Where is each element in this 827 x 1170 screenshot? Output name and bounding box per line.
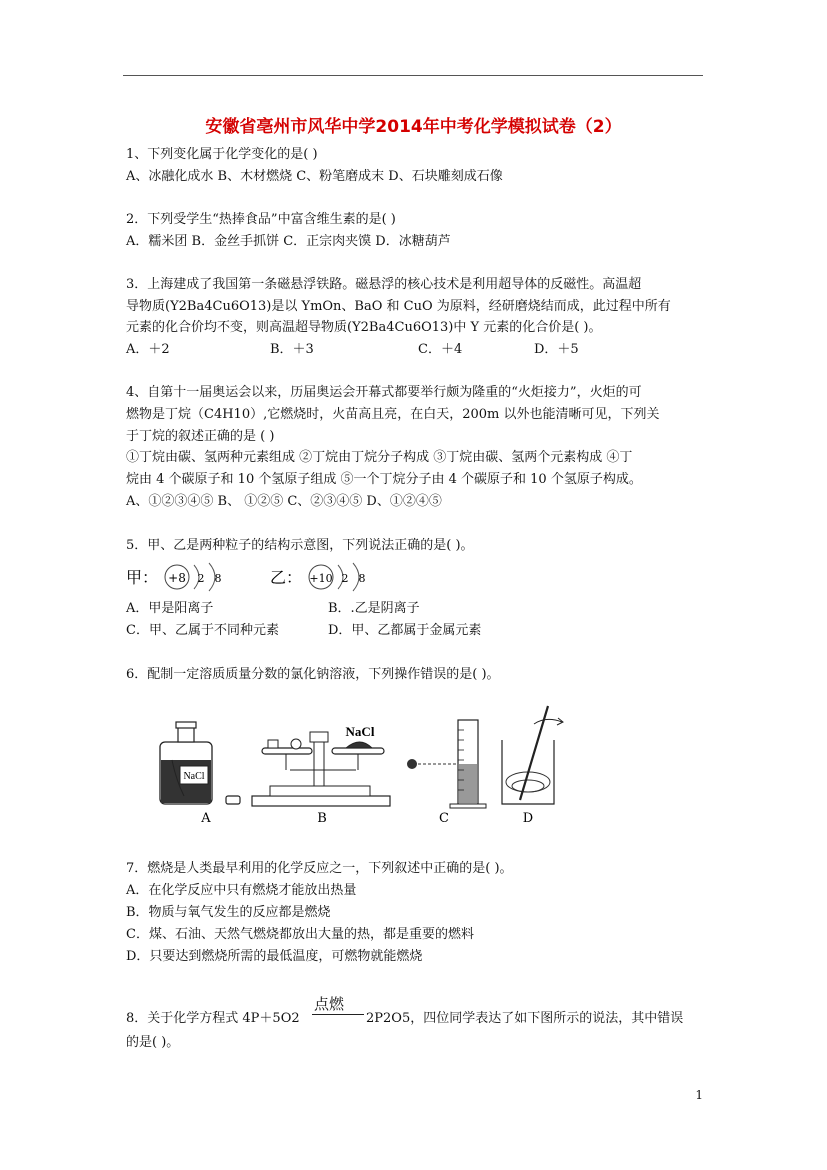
jia-electrons-2: 8	[214, 572, 222, 585]
yi-electrons-1: 2	[341, 572, 349, 585]
q3-option-c: C．＋4	[418, 342, 463, 357]
q1-stem: 1、下列变化属于化学变化的是( )	[126, 147, 318, 162]
q5-option-b: B．.乙是阴离子	[328, 601, 420, 616]
reagent-bottle-icon	[160, 722, 240, 804]
yi-label: 乙：	[270, 568, 303, 587]
q3-option-b: B．＋3	[270, 342, 314, 357]
figure-label-d: D	[522, 811, 534, 826]
page-number: 1	[695, 1088, 703, 1102]
q4-line4: ①丁烷由碳、氢两种元素组成 ②丁烷由丁烷分子构成 ③丁烷由碳、氢两个元素构成 ④丁	[126, 450, 633, 465]
figure-label-a: A	[201, 811, 211, 826]
figure-label-b: B	[317, 811, 327, 826]
q4-options: A、①②③④⑤ B、 ①②⑤ C、②③④⑤ D、①②④⑤	[126, 494, 442, 509]
q7-option-b: B．物质与氧气发生的反应都是燃烧	[126, 905, 331, 920]
q5-option-c: C．甲、乙属于不同种元素	[126, 623, 279, 638]
q3-line2: 导物质(Y2Ba4Cu6O13)是以 YmOn、BaO 和 CuO 为原料，经研磨烧结而成，此过程中所有	[126, 299, 671, 314]
q3-option-a: A．＋2	[126, 342, 170, 357]
bottle-nacl-label: NaCl	[183, 771, 205, 782]
q2-stem: 2．下列受学生“热捧食品”中富含维生素的是( )	[126, 212, 396, 227]
q7-option-a: A．在化学反应中只有燃烧才能放出热量	[126, 883, 357, 898]
q7-option-c: C．煤、石油、天然气燃烧都放出大量的热，都是重要的燃料	[126, 927, 474, 942]
header-rule	[123, 75, 703, 76]
q2-options: A．糯米团 B．金丝手抓饼 C．正宗肉夹馍 D．冰糖葫芦	[126, 234, 451, 249]
figure-label-c: C	[439, 811, 449, 826]
page-title: 安徽省亳州市风华中学2014年中考化学模拟试卷（2）	[205, 117, 622, 137]
q8-reaction-condition: 点燃	[314, 995, 345, 1013]
graduated-cylinder-icon	[407, 720, 486, 808]
q3-line3: 元素的化合价均不变，则高温超导物质(Y2Ba4Cu6O13)中 Y 元素的化合价是( )。	[126, 320, 602, 335]
yi-electrons-2: 8	[358, 572, 366, 585]
jia-electrons-1: 2	[197, 572, 205, 585]
q5-option-d: D．甲、乙都属于金属元素	[328, 623, 482, 638]
q7-stem: 7．燃烧是人类最早利用的化学反应之一，下列叙述中正确的是( )。	[126, 861, 513, 876]
jia-label: 甲：	[126, 568, 159, 587]
q5-stem: 5．甲、乙是两种粒子的结构示意图，下列说法正确的是( )。	[126, 538, 474, 553]
q5-option-a: A．甲是阳离子	[126, 601, 214, 616]
yi-nucleus-charge: +10	[309, 572, 333, 585]
q4-line5: 烷由 4 个碳原子和 10 个氢原子组成 ⑤一个丁烷分子由 4 个碳原子和 10 个氢原子构成。	[126, 472, 642, 487]
balance-nacl-label: NaCl	[345, 724, 375, 739]
q3-line1: 3．上海建成了我国第一条磁悬浮铁路。磁悬浮的核心技术是利用超导体的反磁性。高温超	[126, 277, 642, 292]
q6-stem: 6．配制一定溶质质量分数的氯化钠溶液，下列操作错误的是( )。	[126, 667, 500, 682]
q8-equation-suffix: 2P2O5，四位同学表达了如下图所示的说法，其中错误	[366, 1011, 684, 1026]
balance-scale-icon	[252, 732, 390, 806]
solution-preparation-diagram	[150, 700, 580, 830]
jia-nucleus-charge: +8	[168, 571, 186, 585]
beaker-stirring-icon	[502, 706, 563, 804]
q4-line1: 4、自第十一届奥运会以来，历届奥运会开幕式都要举行颇为隆重的“火炬接力”，火炬的可	[126, 385, 642, 400]
atomic-structure-diagram	[120, 560, 390, 596]
q4-line3: 于丁烷的叙述正确的是 ( )	[126, 429, 275, 444]
q1-options: A、冰融化成水 B、木材燃烧 C、粉笔磨成末 D、石块雕刻成石像	[126, 169, 503, 184]
q7-option-d: D．只要达到燃烧所需的最低温度，可燃物就能燃烧	[126, 949, 423, 964]
q8-equation-prefix: 8．关于化学方程式 4P＋5O2	[126, 1011, 300, 1026]
q8-line2: 的是( )。	[126, 1035, 180, 1050]
q4-line2: 燃物是丁烷（C4H10）,它燃烧时，火苗高且亮，在白天，200m 以外也能清晰可见，下列关	[126, 407, 660, 422]
q3-option-d: D．＋5	[534, 342, 579, 357]
q8-equation-arrow-line	[312, 1014, 364, 1015]
